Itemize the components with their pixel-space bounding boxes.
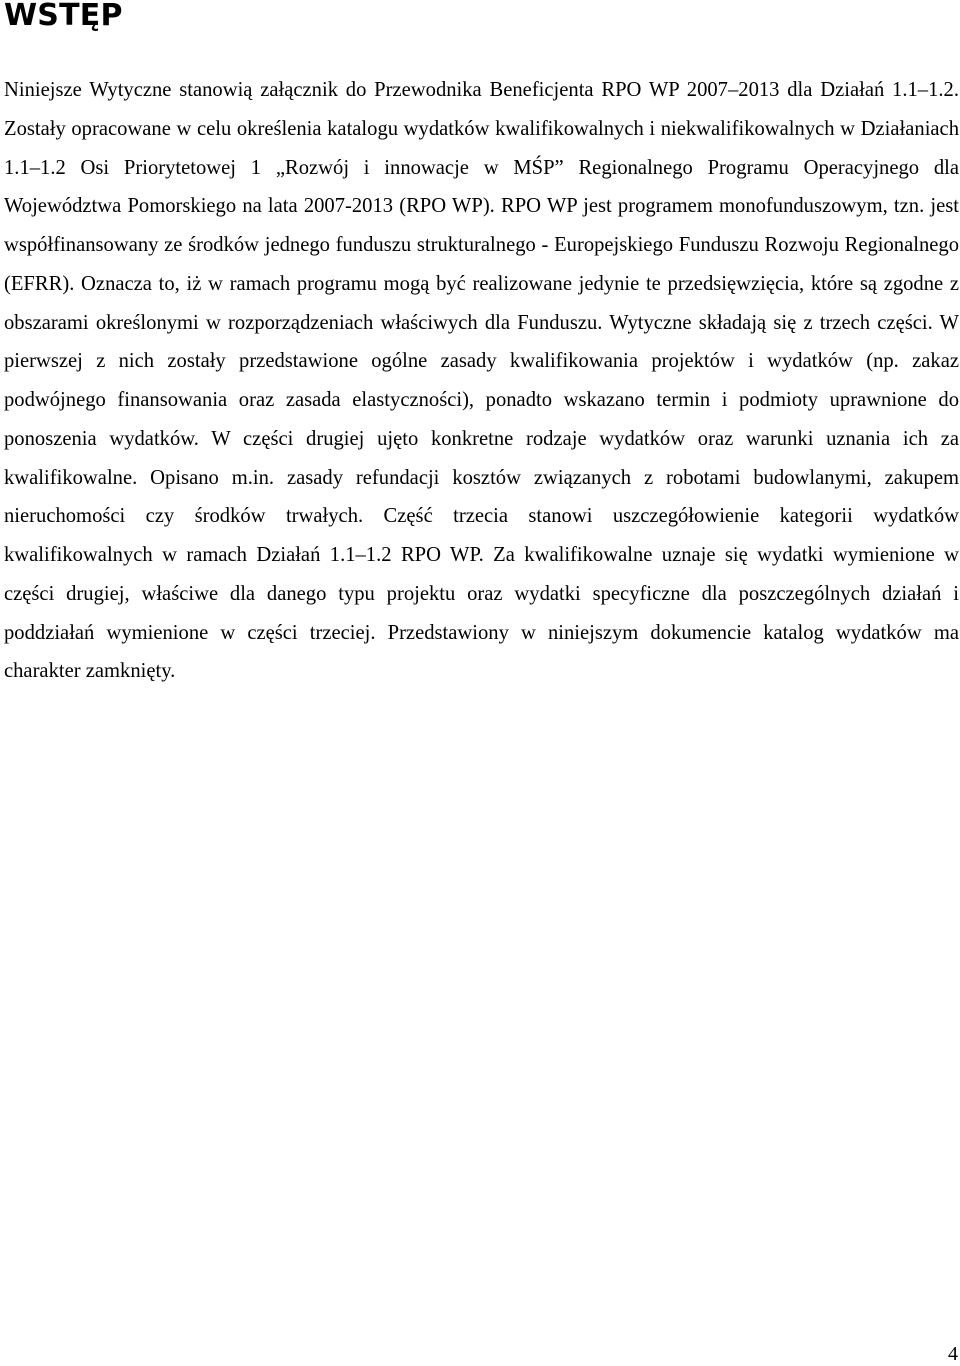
page-number: 4 xyxy=(948,1343,958,1365)
introduction-paragraph: Niniejsze Wytyczne stanowią załącznik do Przewodnika Beneficjenta RPO WP 2007–2013 dla Działań 1.1–1.2. Zostały opracowane w celu określenia katalogu wydatków kwalifikowalnych i niekwalifikowalnych w Działaniach 1.1–1.2 Osi Priorytetowej 1 „Rozwój i innowacje w MŚP” Regionalnego Programu Operacyjnego dla Województwa Pomorskiego na lata 2007-2013 (RPO WP). RPO WP jest programem monofunduszowym, tzn. jest współfinansowany ze środków jednego funduszu strukturalnego - Europejskiego Funduszu Rozwoju Regionalnego (EFRR). Oznacza to, iż w ramach programu mogą być realizowane jedynie te przedsięwzięcia, które są zgodne z obszarami określonymi w rozporządzeniach właściwych dla Funduszu. Wytyczne składają się z trzech części. W pierwszej z nich zostały przedstawione ogólne zasady kwalifikowania projektów i wydatków (np. zakaz podwójnego finansowania oraz zasada elastyczności), ponadto wskazano termin i podmioty uprawnione do ponoszenia wydatków. W części drugiej ujęto konkretne rodzaje wydatków oraz warunki uznania ich za kwalifikowalne. Opisano m.in. zasady refundacji kosztów związanych z robotami budowlanymi, zakupem nieruchomości czy środków trwałych. Część trzecia stanowi uszczegółowienie kategorii wydatków kwalifikowalnych w ramach Działań 1.1–1.2 RPO WP. Za kwalifikowalne uznaje się wydatki wymienione w części drugiej, właściwe dla danego typu projektu oraz wydatki specyficzne dla poszczególnych działań i poddziałań wymienione w części trzeciej. Przedstawiony w niniejszym dokumencie katalog wydatków ma charakter zamknięty. xyxy=(4,79,959,683)
section-heading: WSTĘP xyxy=(4,0,123,33)
